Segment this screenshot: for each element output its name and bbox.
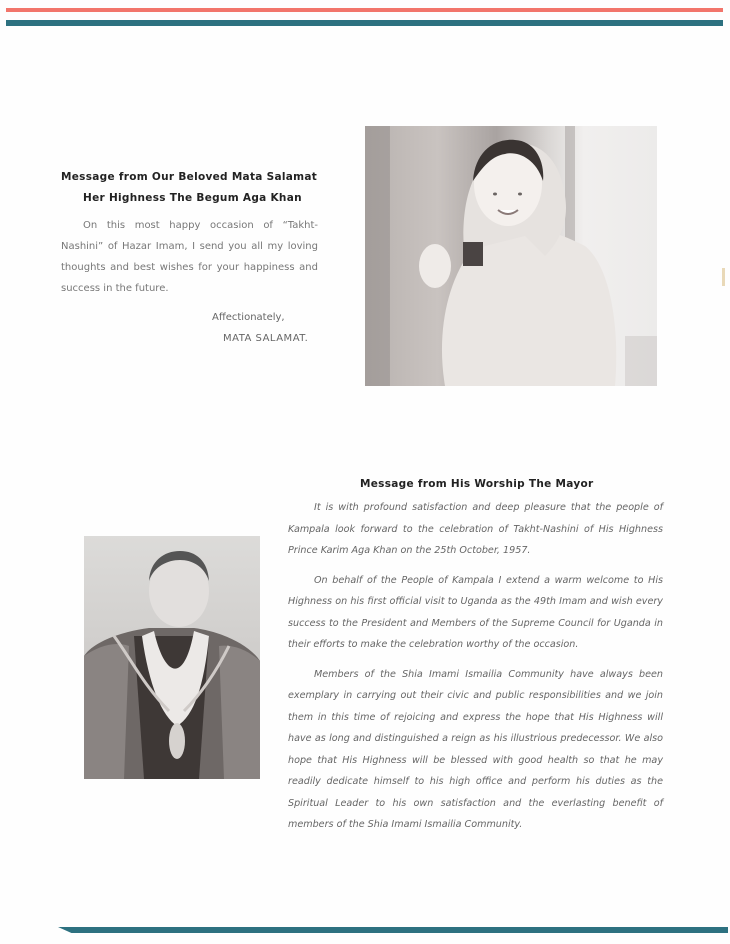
signature-mata-salamat: MATA SALAMAT. [223, 333, 309, 344]
begum-aga-khan-photo [365, 126, 657, 386]
mayor-paragraph-2: On behalf of the People of Kampala I extend a warm welcome to His Highness on his first official visit to Uganda as the 49th Imam and wish every success to the President and Members of the Supreme Council for Uganda in their efforts to make the celebration worthy of the occasion. [288, 574, 663, 650]
mayor-portrait-illustration [84, 536, 260, 779]
mata-salamat-title-line1: Message from Our Beloved Mata Salamat [61, 171, 318, 183]
margin-mark [722, 268, 725, 286]
mayor-message-title: Message from His Worship The Mayor [360, 478, 594, 490]
mata-salamat-title-line2: Her Highness The Begum Aga Khan [83, 192, 302, 204]
mayor-paragraph-1: It is with profound satisfaction and deep pleasure that the people of Kampala look forward to the celebration of Takht-Nashini of His Highness Prince Karim Aga Khan on the 25th October, 1957. [288, 502, 663, 556]
mata-salamat-paragraph: On this most happy occasion of “Takht-Nashini” of Hazar Imam, I send you all my loving thoughts and best wishes for your happiness and success in the future. [61, 220, 318, 294]
closing-affectionately: Affectionately, [212, 312, 285, 323]
mata-salamat-message [61, 215, 318, 299]
top-rule-teal [6, 20, 723, 26]
top-rule-red [6, 8, 723, 12]
mayor-photo [84, 536, 260, 779]
begum-portrait-illustration [365, 126, 657, 386]
mayor-message-body [288, 497, 663, 844]
bottom-rule-teal [58, 927, 728, 933]
mayor-paragraph-3: Members of the Shia Imami Ismailia Community have always been exemplary in carrying out their civic and public responsibilities and we join them in this time of rejoicing and express the hope that His Highness will have as long and distinguished a reign as his illustrious predecessor. We also hope that His Highness will be blessed with good health so that he may readily dedicate himself to his high office and perform his duties as the Spiritual Leader to his own satisfaction and the everlasting benefit of members of the Shia Imami Ismailia Community. [288, 668, 663, 830]
